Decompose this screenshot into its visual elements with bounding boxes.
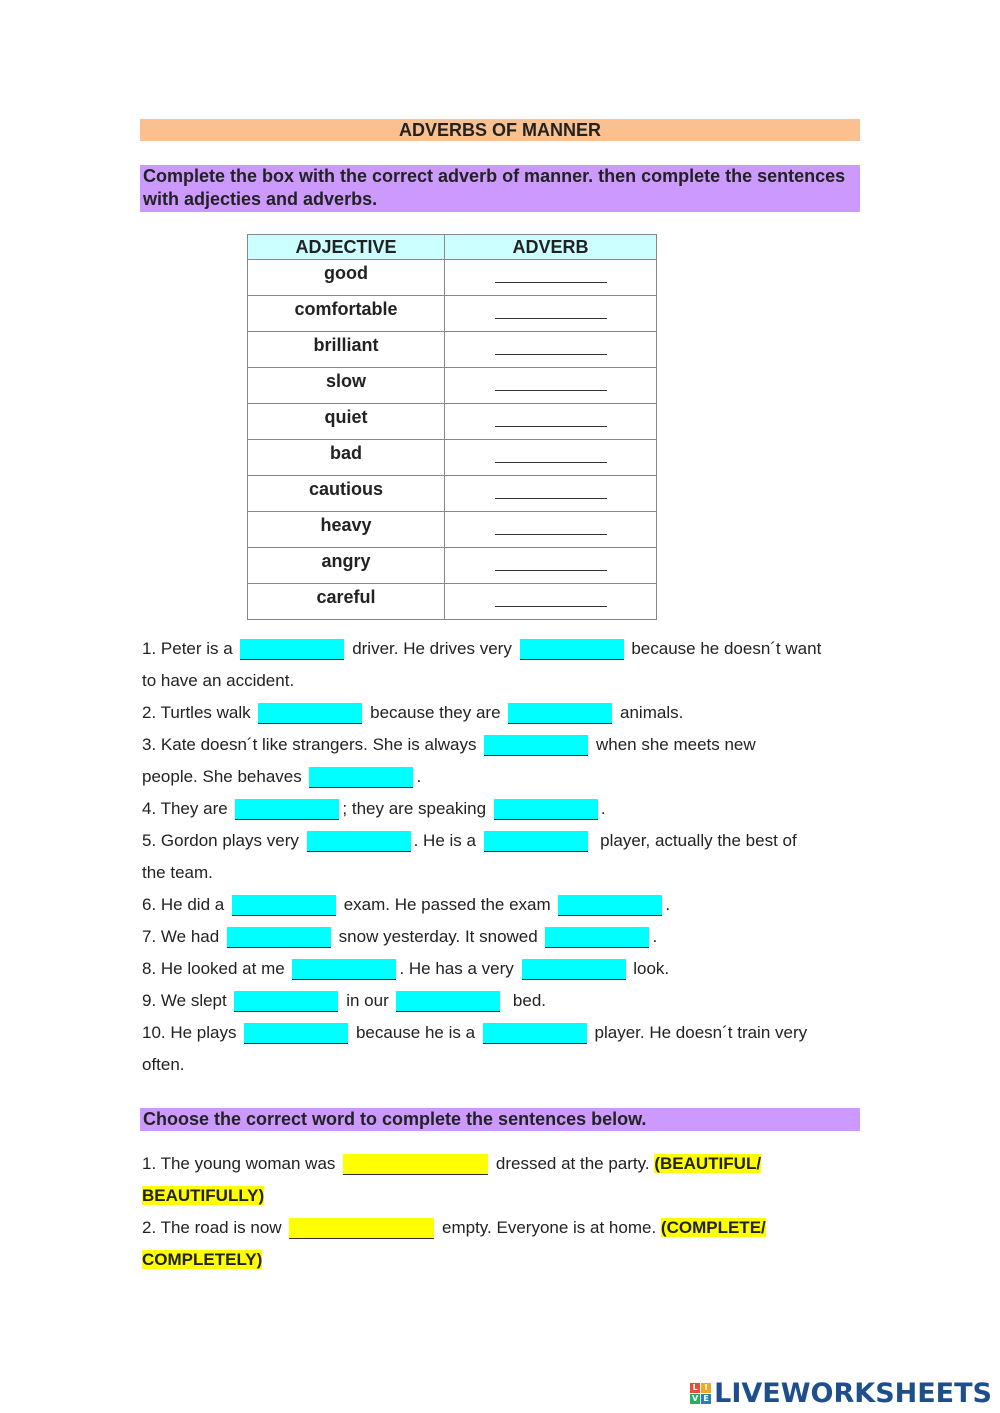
answer-blank[interactable] [484, 831, 588, 852]
answer-blank[interactable] [234, 991, 338, 1012]
adverb-input-cell[interactable] [445, 404, 657, 440]
adverb-input-cell[interactable] [445, 368, 657, 404]
answer-blank[interactable] [396, 991, 500, 1012]
adverb-input-cell[interactable] [445, 260, 657, 296]
answer-blank[interactable] [558, 895, 662, 916]
answer-blank[interactable] [240, 639, 344, 660]
adjective-cell: careful [248, 584, 445, 620]
adjective-cell: angry [248, 548, 445, 584]
sentence-3: 3. Kate doesn´t like strangers. She is always when she meets new [142, 729, 862, 761]
adverb-input-cell[interactable] [445, 296, 657, 332]
answer-blank[interactable] [292, 959, 396, 980]
choice-options: BEAUTIFULLY) [142, 1186, 265, 1205]
sentence-10-cont: often. [142, 1055, 185, 1074]
choose-sentence-2-cont [142, 1244, 862, 1276]
worksheet-title: ADVERBS OF MANNER [140, 119, 860, 141]
answer-blank[interactable] [227, 927, 331, 948]
sentence-7: 7. We had snow yesterday. It snowed . [142, 921, 862, 953]
choose-sentences [142, 1148, 862, 1276]
adjective-adverb-table [247, 234, 657, 620]
answer-blank[interactable] [307, 831, 411, 852]
adjective-cell: good [248, 260, 445, 296]
adjective-cell: cautious [248, 476, 445, 512]
adverb-input-cell[interactable] [445, 440, 657, 476]
instruction-1: Complete the box with the correct adverb of manner. then complete the sentences with adjecties and adverbs. [140, 165, 860, 212]
adverb-input-cell[interactable] [445, 512, 657, 548]
choose-sentence-1-cont [142, 1180, 862, 1212]
answer-blank[interactable] [522, 959, 626, 980]
choice-options: (BEAUTIFUL/ [654, 1154, 762, 1173]
answer-blank[interactable] [232, 895, 336, 916]
sentence-8: 8. He looked at me . He has a very look. [142, 953, 862, 985]
logo-text: LIVEWORKSHEETS [714, 1378, 992, 1409]
header-adjective: ADJECTIVE [248, 235, 445, 260]
answer-blank[interactable] [520, 639, 624, 660]
answer-blank[interactable] [545, 927, 649, 948]
adverb-input-cell[interactable] [445, 584, 657, 620]
sentence-6: 6. He did a exam. He passed the exam . [142, 889, 862, 921]
instruction-2: Choose the correct word to complete the sentences below. [140, 1108, 860, 1131]
adverb-input-cell[interactable] [445, 476, 657, 512]
adjective-cell: heavy [248, 512, 445, 548]
answer-blank[interactable] [244, 1023, 348, 1044]
adjective-cell: bad [248, 440, 445, 476]
answer-blank[interactable] [508, 703, 612, 724]
choose-sentence-2: 2. The road is now empty. Everyone is at home. (COMPLETE/ [142, 1212, 862, 1244]
adjective-cell: slow [248, 368, 445, 404]
sentence-9: 9. We slept in our bed. [142, 985, 862, 1017]
liveworksheets-logo [690, 1378, 992, 1409]
answer-blank[interactable] [235, 799, 339, 820]
answer-blank[interactable] [309, 767, 413, 788]
sentence-5: 5. Gordon plays very . He is a player, actually the best of [142, 825, 862, 857]
sentence-5-cont: the team. [142, 863, 213, 882]
sentence-3-cont: people. She behaves . [142, 761, 862, 793]
sentence-2: 2. Turtles walk because they are animals. [142, 697, 862, 729]
sentence-4: 4. They are ; they are speaking . [142, 793, 862, 825]
answer-blank[interactable] [258, 703, 362, 724]
sentence-1-cont: to have an accident. [142, 671, 295, 690]
header-adverb: ADVERB [445, 235, 657, 260]
sentence-10: 10. He plays because he is a player. He doesn´t train very [142, 1017, 862, 1049]
fill-in-sentences [142, 633, 862, 1081]
adjective-cell: brilliant [248, 332, 445, 368]
adverb-input-cell[interactable] [445, 332, 657, 368]
choice-blank[interactable] [343, 1154, 488, 1175]
answer-blank[interactable] [494, 799, 598, 820]
answer-blank[interactable] [484, 735, 588, 756]
sentence-1: 1. Peter is a driver. He drives very because he doesn´t want [142, 633, 862, 665]
adjective-cell: quiet [248, 404, 445, 440]
adverb-input-cell[interactable] [445, 548, 657, 584]
choice-options: (COMPLETE/ [660, 1218, 766, 1237]
answer-blank[interactable] [483, 1023, 587, 1044]
logo-mark-icon: L I V E [690, 1383, 711, 1404]
choice-options: COMPLETELY) [142, 1250, 263, 1269]
choose-sentence-1: 1. The young woman was dressed at the party. (BEAUTIFUL/ [142, 1148, 862, 1180]
adjective-cell: comfortable [248, 296, 445, 332]
choice-blank[interactable] [289, 1218, 434, 1239]
